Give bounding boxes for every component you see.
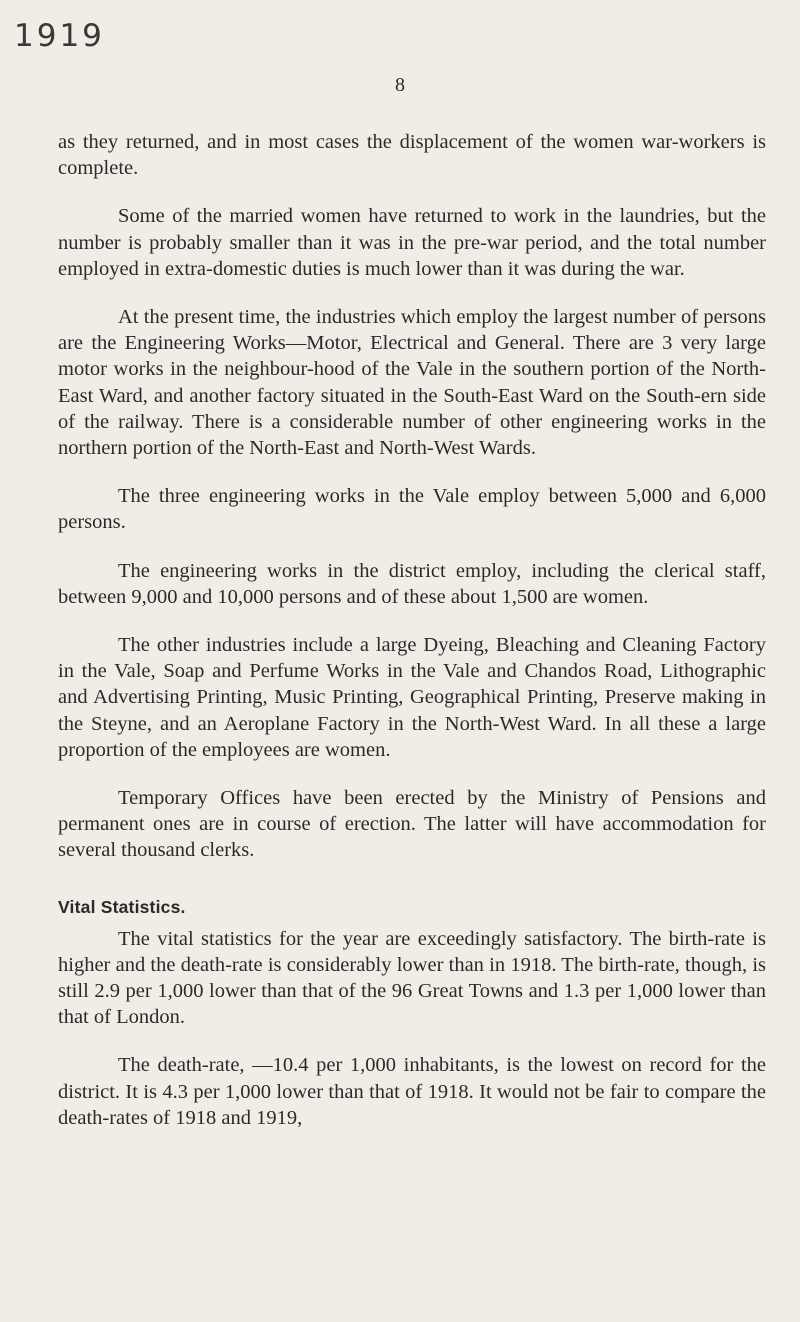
paragraph: The other industries include a large Dyeing, Bleaching and Cleaning Factory in the Vale, Soap and Perfume Works in the Vale and Chandos Road, Lithographic and Advertising Printing, Music Printing, Geographical Printing, Preserve making in the Steyne, and an Aeroplane Factory in the North-West Ward. In all these a large proportion of the employees are women. xyxy=(58,634,766,761)
paragraph: as they returned, and in most cases the displacement of the women war-workers is complete. xyxy=(58,131,766,180)
paragraph: At the present time, the industries which employ the largest number of persons are the Engineering Works—Motor, Electrical and General. There are 3 very large motor works in the neighbour-hood of the Vale in the southern portion of the North-East Ward, and another factory situated in the South-East Ward on the South-ern side of the railway. There is a considerable number of other engineering works in the northern portion of the North-East and North-West Wards. xyxy=(58,306,766,460)
section-heading-vital-statistics: Vital Statistics. xyxy=(58,896,186,917)
paragraph: The three engineering works in the Vale employ between 5,000 and 6,000 persons. xyxy=(58,485,766,534)
year-stamp: 1919 xyxy=(14,18,105,54)
paragraph: The death-rate, —10.4 per 1,000 inhabitants, is the lowest on record for the district. It is 4.3 per 1,000 lower than that of 1918. It would not be fair to compare the death-rates of 1918 and 1919, xyxy=(58,1054,766,1129)
paragraph: The engineering works in the district employ, including the clerical staff, between 9,000 and 10,000 persons and of these about 1,500 are women. xyxy=(58,559,766,608)
page-number: 8 xyxy=(395,74,405,96)
paragraph: Temporary Offices have been erected by the Ministry of Pensions and permanent ones are in course of erection. The latter will have accommodation for several thousand clerks. xyxy=(58,787,766,862)
paragraph: Some of the married women have returned to work in the laundries, but the number is probably smaller than it was in the pre-war period, and the total number employed in extra-domestic duties is much lower than it was during the war. xyxy=(58,205,766,280)
page-body xyxy=(58,129,766,1153)
paragraph: The vital statistics for the year are exceedingly satisfactory. The birth-rate is higher and the death-rate is considerably lower than in 1918. The birth-rate, though, is still 2.9 per 1,000 lower than that of the 96 Great Towns and 1.3 per 1,000 lower than that of London. xyxy=(58,927,766,1029)
